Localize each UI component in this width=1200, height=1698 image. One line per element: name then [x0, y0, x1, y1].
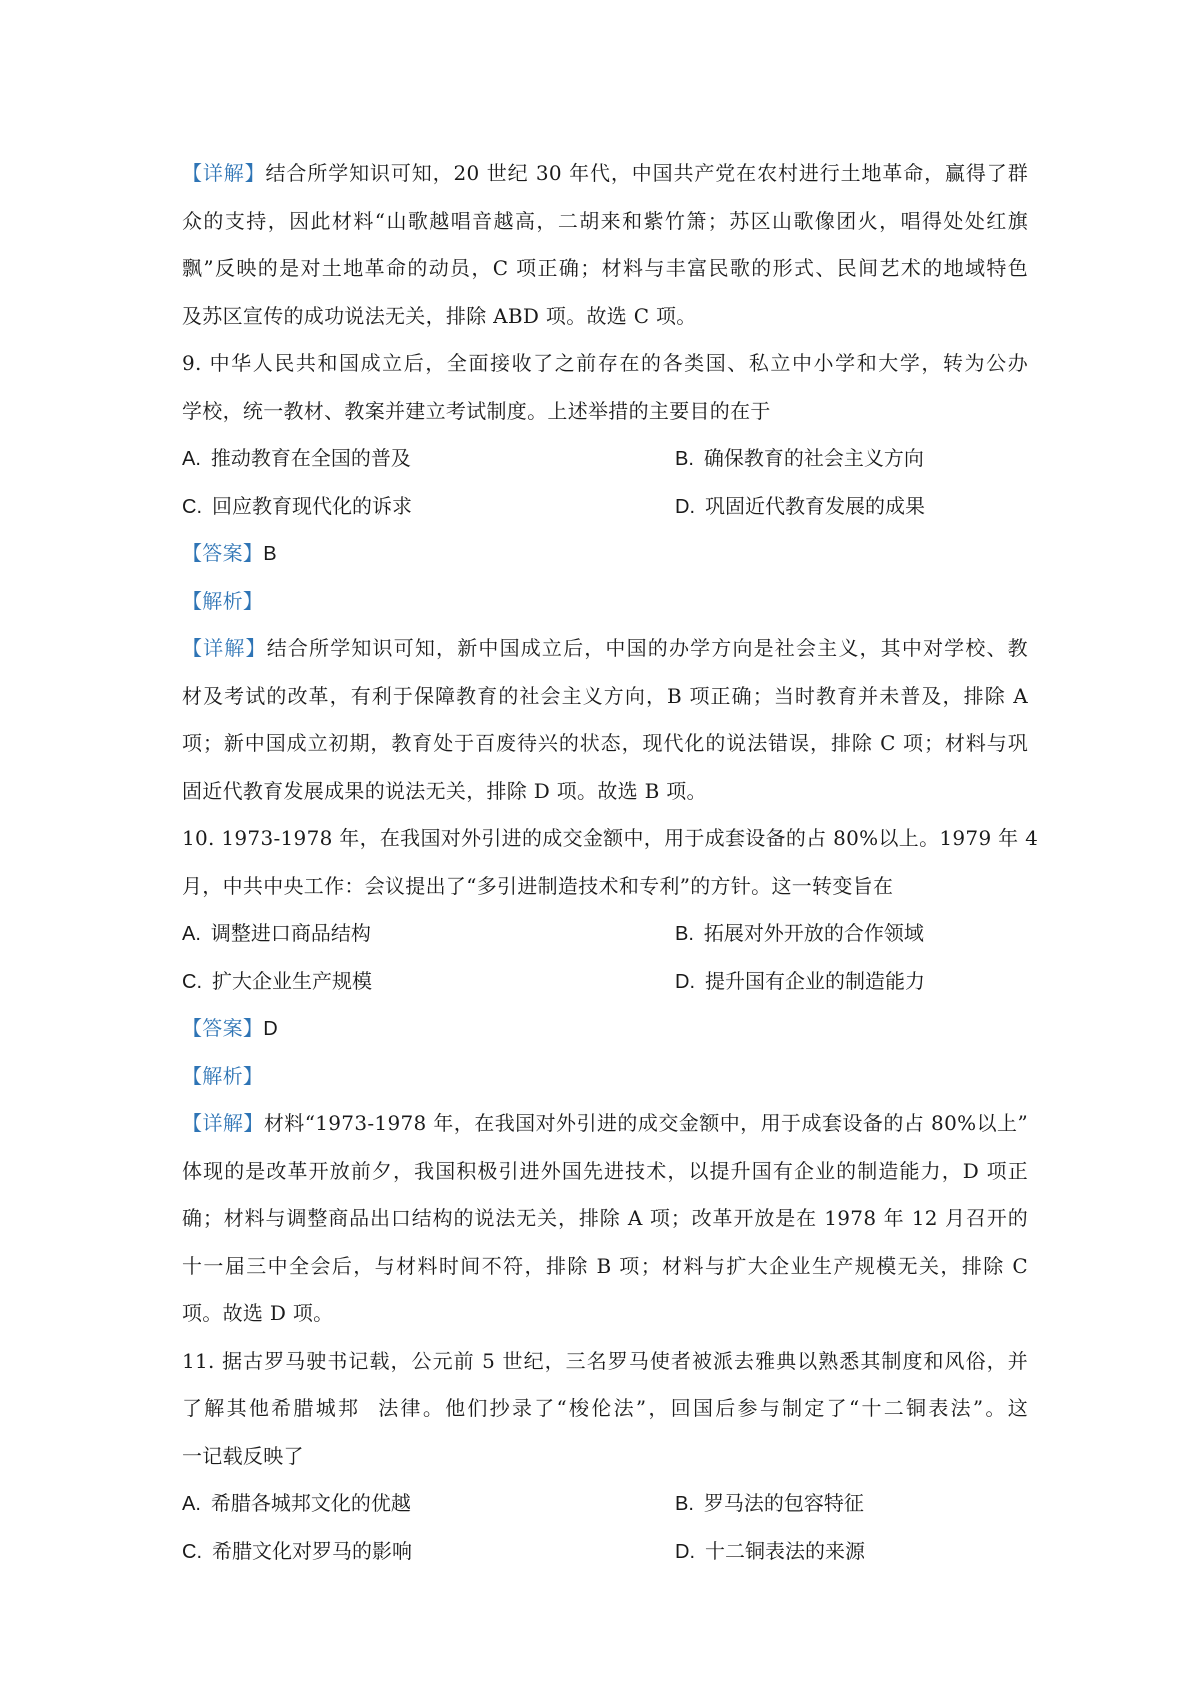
- q11-option-c: C. 希腊文化对罗马的影响: [182, 1538, 412, 1563]
- q10-option-d: D. 提升国有企业的制造能力: [675, 968, 925, 993]
- q10-option-c: C. 扩大企业生产规模: [182, 968, 372, 993]
- q10-stem-line-2: 月，中共中央工作：会议提出了“多引进制造技术和专利”的方针。这一转变旨在: [182, 873, 894, 898]
- q10-detail-line-4: 十一届三中全会后，与材料时间不符，排除 B 项；材料与扩大企业生产规模无关，排除 C: [182, 1253, 1028, 1278]
- q9-option-d: D. 巩固近代教育发展的成果: [675, 493, 925, 518]
- q9-detail-line-2: 材及考试的改革，有利于保障教育的社会主义方向，B 项正确；当时教育并未普及，排除 A: [182, 683, 1028, 708]
- q10-options-row-1: [182, 910, 1028, 958]
- q9-detail-line-1: 【详解】结合所学知识可知，新中国成立后，中国的办学方向是社会主义，其中对学校、教: [182, 636, 1028, 660]
- q9-option-b: B. 确保教育的社会主义方向: [675, 446, 924, 470]
- q8-detail-line-1: 【详解】结合所学知识可知，20 世纪 30 年代，中国共产党在农村进行土地革命，赢得了群: [182, 161, 1028, 185]
- q9-answer: 【答案】B: [182, 541, 277, 565]
- q10-detail-line-3: 确；材料与调整商品出口结构的说法无关，排除 A 项；改革开放是在 1978 年 12 月召开的: [182, 1206, 1028, 1230]
- q10-answer: 【答案】D: [182, 1016, 278, 1040]
- q9-detail-line-4: 固近代教育发展成果的说法无关，排除 D 项。故选 B 项。: [182, 778, 707, 803]
- q11-stem-line-1: 11. 据古罗马驶书记载，公元前 5 世纪，三名罗马使者被派去雅典以熟悉其制度和风俗，并: [182, 1348, 1028, 1373]
- q9-detail-line-3: 项；新中国成立初期，教育处于百废待兴的状态，现代化的说法错误，排除 C 项；材料与巩: [182, 731, 1028, 755]
- q11-stem-line-3: 一记载反映了: [182, 1443, 304, 1468]
- document-page: [182, 150, 1039, 1575]
- q10-analysis-tag: 【解析】: [182, 1063, 264, 1088]
- q9-stem-line-1: 9. 中华人民共和国成立后，全面接收了之前存在的各类国、私立中小学和大学，转为公办: [182, 351, 1028, 375]
- q10-detail-line-5: 项。故选 D 项。: [182, 1301, 334, 1325]
- q8-detail-line-3: 飘”反映的是对土地革命的动员，C 项正确；材料与丰富民歌的形式、民间艺术的地域特色: [182, 256, 1028, 280]
- q10-options-row-2: [182, 958, 1028, 1006]
- q11-option-b: B. 罗马法的包容特征: [675, 1491, 864, 1515]
- q9-options-row-1: [182, 435, 1028, 483]
- q10-detail-line-1: 【详解】材料“1973-1978 年，在我国对外引进的成交金额中，用于成套设备的占 80%以上”: [182, 1111, 1029, 1135]
- q10-detail-line-2: 体现的是改革开放前夕，我国积极引进外国先进技术，以提升国有企业的制造能力，D 项正: [182, 1158, 1028, 1183]
- q11-options-row-2: [182, 1528, 1028, 1576]
- q10-option-b: B. 拓展对外开放的合作领域: [675, 921, 924, 945]
- answer-tag: 【答案】: [182, 541, 264, 565]
- q11-option-d: D. 十二铜表法的来源: [675, 1538, 865, 1563]
- q8-detail-line-4: 及苏区宣传的成功说法无关，排除 ABD 项。故选 C 项。: [182, 303, 697, 328]
- q11-option-a: A. 希腊各城邦文化的优越: [182, 1491, 411, 1515]
- q10-stem-line-1: 10. 1973-1978 年，在我国对外引进的成交金额中，用于成套设备的占 80%以上。1979 年 4: [182, 826, 1039, 850]
- q9-option-c: C. 回应教育现代化的诉求: [182, 493, 412, 518]
- q11-options-row-1: [182, 1480, 1028, 1528]
- q8-detail-line-2: 众的支持，因此材料“山歌越唱音越高，二胡来和紫竹箫；苏区山歌像团火，唱得处处红旗: [182, 208, 1028, 233]
- detail-tag: 【详解】: [182, 161, 266, 185]
- q9-analysis-tag: 【解析】: [182, 588, 264, 613]
- q9-option-a: A. 推动教育在全国的普及: [182, 446, 411, 470]
- q11-stem-line-2: 了解其他希腊城邦 法律。他们抄录了“梭伦法”，回国后参与制定了“十二铜表法”。这: [182, 1396, 1028, 1420]
- q9-stem-line-2: 学校，统一教材、教案并建立考试制度。上述举措的主要目的在于: [182, 398, 771, 423]
- q10-option-a: A. 调整进口商品结构: [182, 921, 371, 945]
- q9-options-row-2: [182, 483, 1028, 531]
